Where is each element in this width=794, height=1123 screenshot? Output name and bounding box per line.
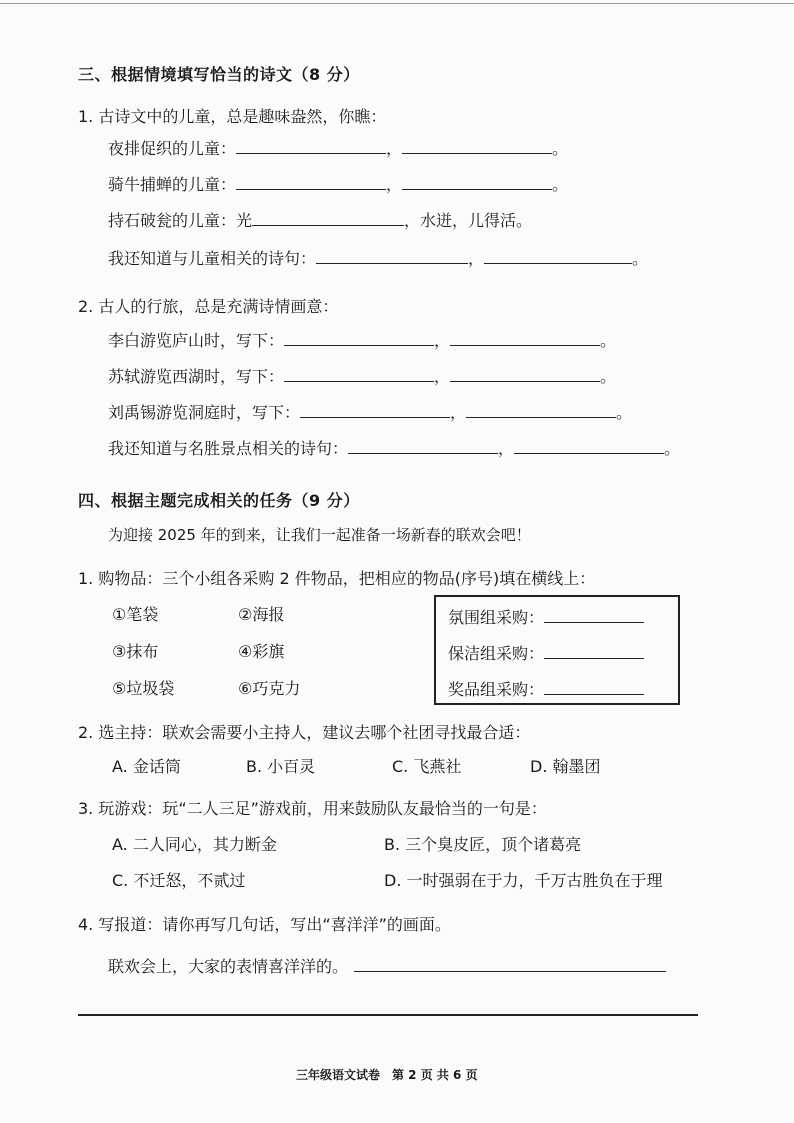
group-row [448, 641, 644, 664]
comma: ， [450, 403, 467, 422]
answer-blank[interactable] [484, 249, 632, 264]
s3-q2-line2-label: 苏轼游览西湖时，写下： [108, 367, 285, 386]
answer-blank[interactable] [514, 439, 664, 454]
answer-blank[interactable] [544, 644, 644, 659]
section3-title: 三、根据情境填写恰当的诗文（8 分） [78, 65, 360, 84]
period: 。 [552, 139, 569, 158]
item-option: ②海报 [238, 605, 285, 624]
comma: ， [386, 139, 403, 158]
item-option: ③抹布 [112, 642, 159, 661]
top-edge-line [0, 3, 794, 4]
choice-option[interactable]: B. 小百灵 [246, 757, 316, 776]
s3-q2-line4-label: 我还知道与名胜景点相关的诗句： [108, 439, 349, 458]
item-option: ④彩旗 [238, 642, 285, 661]
period: 。 [600, 367, 617, 386]
answer-blank[interactable] [300, 403, 450, 418]
choice-option[interactable]: C. 飞燕社 [392, 757, 462, 776]
s3-q1-line4-label: 我还知道与儿童相关的诗句： [108, 249, 317, 268]
s3-q1-line1 [108, 136, 568, 159]
comma: ， [386, 175, 403, 194]
group-label: 奖品组采购： [448, 680, 545, 699]
group-label: 氛围组采购： [448, 608, 545, 627]
s4-q2-stem: 2. 选主持：联欢会需要小主持人，建议去哪个社团寻找最合适： [78, 723, 531, 742]
answer-blank[interactable] [284, 331, 434, 346]
s3-q2-stem: 2. 古人的行旅，总是充满诗情画意： [78, 297, 339, 316]
answer-line[interactable] [78, 1014, 698, 1016]
s4-intro: 为迎接 2025 年的到来，让我们一起准备一场新春的联欢会吧！ [108, 526, 531, 544]
period: 。 [664, 439, 681, 458]
answer-blank[interactable] [316, 249, 468, 264]
period: 。 [616, 403, 633, 422]
s3-q2-line2 [108, 364, 616, 387]
answer-blank[interactable] [544, 680, 644, 695]
item-option: ①笔袋 [112, 605, 159, 624]
s3-q2-line3-label: 刘禹锡游览洞庭时，写下： [108, 403, 301, 422]
item-option: ⑥巧克力 [238, 679, 301, 698]
group-label: 保洁组采购： [448, 644, 545, 663]
page-footer: 三年级语文试卷 第 2 页 共 6 页 [296, 1068, 478, 1082]
s4-q4-prompt: 联欢会上，大家的表情喜洋洋的。 [108, 957, 349, 976]
s3-q1-line4 [108, 246, 648, 269]
s4-q4-line [108, 954, 666, 977]
period: 。 [600, 331, 617, 350]
comma: ， [434, 367, 451, 386]
s3-q1-line3-label: 持石破瓮的儿童：光 [108, 211, 253, 230]
choice-option[interactable]: D. 一时强弱在于力，千万古胜负在于理 [384, 871, 663, 890]
answer-blank[interactable] [354, 957, 666, 972]
answer-blank[interactable] [236, 139, 386, 154]
choice-option[interactable]: C. 不迁怒，不贰过 [112, 871, 246, 890]
answer-blank[interactable] [466, 403, 616, 418]
s3-q1-line3-after: ，水迸，儿得活。 [404, 211, 533, 230]
choice-option[interactable]: B. 三个臭皮匠，顶个诸葛亮 [384, 835, 582, 854]
group-row [448, 605, 644, 628]
s3-q2-line3 [108, 400, 632, 423]
answer-blank[interactable] [348, 439, 498, 454]
period: 。 [632, 249, 649, 268]
answer-blank[interactable] [252, 211, 404, 226]
comma: ， [434, 331, 451, 350]
choice-option[interactable]: D. 翰墨团 [530, 757, 601, 776]
s3-q2-line1-label: 李白游览庐山时，写下： [108, 331, 285, 350]
answer-blank[interactable] [402, 139, 552, 154]
comma: ， [468, 249, 485, 268]
s3-q1-line1-label: 夜排促织的儿童： [108, 139, 237, 158]
s3-q2-line1 [108, 328, 616, 351]
answer-blank[interactable] [450, 331, 600, 346]
section4-title: 四、根据主题完成相关的任务（9 分） [78, 491, 360, 510]
answer-blank[interactable] [402, 175, 552, 190]
choice-option[interactable]: A. 二人同心，其力断金 [112, 835, 277, 854]
answer-blank[interactable] [544, 608, 644, 623]
period: 。 [552, 175, 569, 194]
s3-q2-line4 [108, 436, 680, 459]
s3-q1-stem: 1. 古诗文中的儿童，总是趣味盎然，你瞧： [78, 107, 387, 126]
answer-blank[interactable] [236, 175, 386, 190]
s3-q1-line2 [108, 172, 568, 195]
s4-q1-stem: 1. 购物品：三个小组各采购 2 件物品，把相应的物品(序号)填在横线上： [78, 569, 596, 588]
answer-blank[interactable] [450, 367, 600, 382]
group-row [448, 677, 644, 700]
s4-q4-stem: 4. 写报道：请你再写几句话，写出“喜洋洋”的画面。 [78, 915, 451, 934]
comma: ， [498, 439, 515, 458]
choice-option[interactable]: A. 金话筒 [112, 757, 181, 776]
s3-q1-line2-label: 骑牛捕蝉的儿童： [108, 175, 237, 194]
s4-q3-stem: 3. 玩游戏：玩“二人三足”游戏前，用来鼓励队友最恰当的一句是： [78, 799, 547, 818]
item-option: ⑤垃圾袋 [112, 679, 175, 698]
answer-blank[interactable] [284, 367, 434, 382]
s3-q1-line3 [108, 208, 532, 231]
